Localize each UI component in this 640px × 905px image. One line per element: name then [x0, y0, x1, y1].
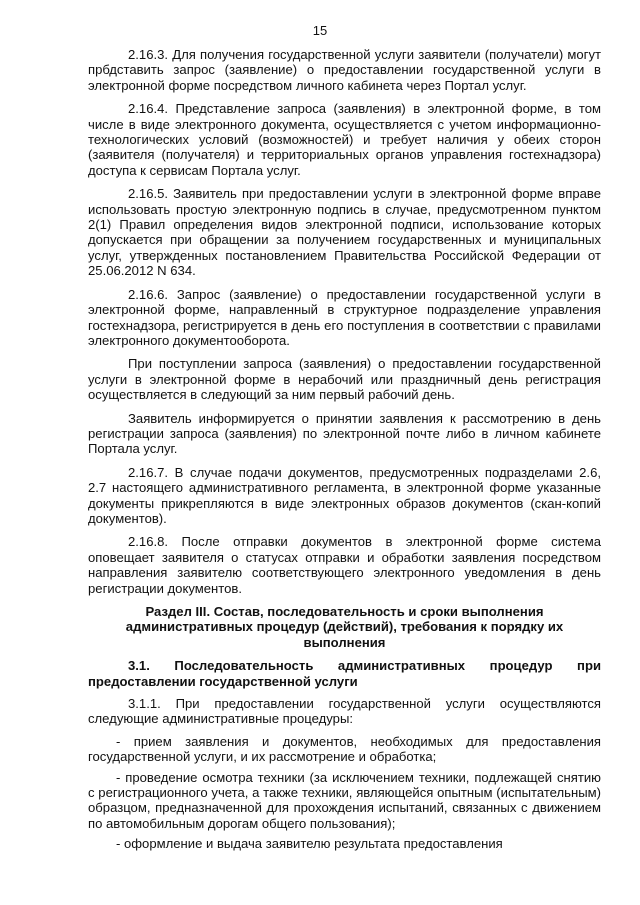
paragraph-2-16-5: 2.16.5. Заявитель при предоставлении услуги в электронной форме вправе использовать простую электронную подпись в случае, предусмотренном пунктом 2(1) Правил определения видов электронной подписи, использование которых допускается при обращении за получением государственных и муниципальных услуг, утвержденных постановлением Правительства Российской Федерации от 25.06.2012 N 634.	[88, 186, 601, 279]
list-item: - оформление и выдача заявителю результата предоставления	[116, 836, 503, 852]
paragraph-3-1-1: 3.1.1. При предоставлении государственной услуги осуществляются следующие административные процедуры:	[88, 696, 601, 727]
paragraph-2-16-7: 2.16.7. В случае подачи документов, предусмотренных подразделами 2.6, 2.7 настоящего административного регламента, в электронной форме указанные документы прикрепляются в виде электронных образов документов (скан-копий документов).	[88, 464, 601, 526]
section-title: Раздел III. Состав, последовательность и сроки выполнения административных процедур (действий), требования к порядку их выполнения	[125, 604, 564, 650]
page-number: 15	[312, 23, 328, 38]
list-item: - прием заявления и документов, необходимых для предоставления государственной услуги, и их рассмотрение и обработка;	[88, 733, 601, 765]
list-item: - проведение осмотра техники (за исключением техники, подлежащей снятию с регистрационного учета, а также техники, являющейся опытным (испытательным) образцом, предназначенной для прохождения испытаний, связанных с движением по автомобильным дорогам общего пользования);	[88, 769, 601, 831]
paragraph-2-16-6-weekend-registration: При поступлении запроса (заявления) о предоставлении государственной услуги в электронной форме в нерабочий или праздничный день регистрация осуществляется в следующий за ним первый рабочий день.	[88, 356, 601, 403]
paragraph-2-16-4: 2.16.4. Представление запроса (заявления) в электронной форме, в том числе в виде электронного документа, осуществляется с учетом информационно-технологических условий (возможностей) и требует наличия у обеих сторон (заявителя (получателя) и территориальных органов управления гостехнадзора) доступа к сервисам Портала услуг.	[88, 101, 601, 178]
document-body	[88, 47, 601, 857]
paragraph-2-16-6: 2.16.6. Запрос (заявление) о предоставлении государственной услуги в электронной форме, направленный в структурное подразделение управления гостехнадзора, регистрируется в день его поступления в соответствии с правилами электронного документооборота.	[88, 286, 601, 348]
subsection-title: 3.1. Последовательность административных процедур при предоставлении государственной услуги	[88, 658, 601, 689]
paragraph-2-16-3: 2.16.3. Для получения государственной услуги заявители (получатели) могут прбдставить запрос (заявление) о предоставлении государственной услуги в электронной форме посредством личного кабинета через Портал услуг.	[88, 47, 601, 93]
paragraph-2-16-8: 2.16.8. После отправки документов в электронной форме система оповещает заявителя о статусах отправки и обработки заявления посредством направления заявителю соответствующего электронного уведомления в день регистрации документов.	[88, 534, 601, 596]
paragraph-2-16-6-notification: Заявитель информируется о принятии заявления к рассмотрению в день регистрации запроса (заявления) по электронной почте либо в личном кабинете Портала услуг.	[88, 410, 601, 457]
